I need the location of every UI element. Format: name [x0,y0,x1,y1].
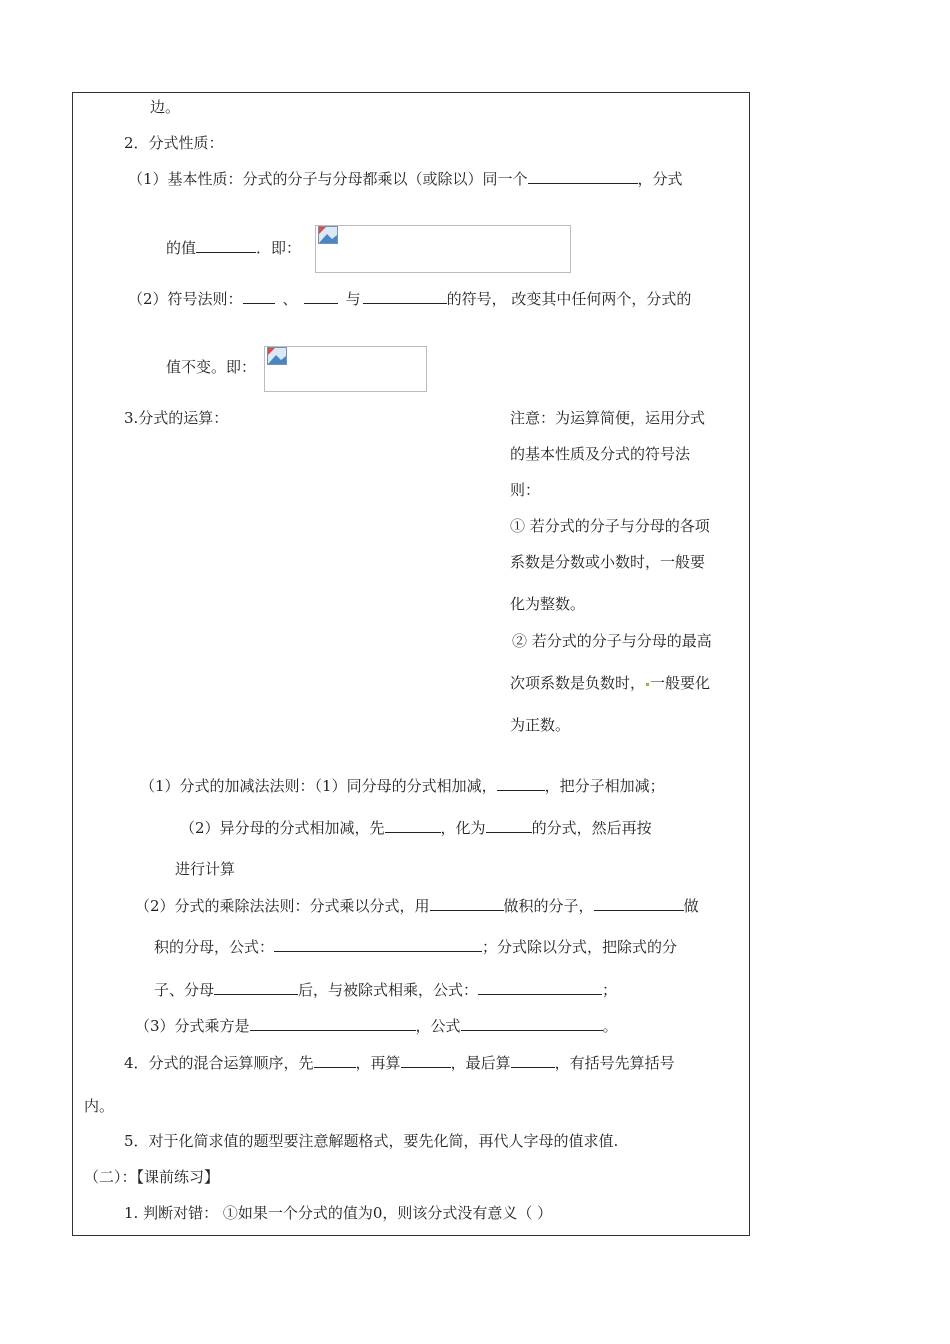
blank-mul-formula[interactable] [274,937,482,952]
blank-add-first[interactable] [385,818,441,833]
power-rule-line: （3）分式乘方是 ，公式 。 [135,1017,618,1035]
blank-sign-3[interactable] [363,289,447,304]
blank-div-swap[interactable] [214,980,298,995]
note-line: 化为整数。 [510,595,586,613]
blank-sign-1[interactable] [243,289,275,304]
broken-image-icon [318,226,338,244]
exercise-1-line: 1. 判断对错： ①如果一个分式的值为0，则该分式没有意义（ ） [124,1204,553,1222]
blank-value-unchanged[interactable] [196,238,256,253]
broken-image-icon [267,347,287,365]
sign-rule-line-2: 值不变。即： [166,358,257,376]
blank-order-second[interactable] [401,1053,451,1068]
blank-same-factor[interactable] [528,169,638,184]
property-basic-line: （1）基本性质：分式的分子与分母都乘以（或除以）同一个 ，分式 [128,170,683,188]
blank-sign-2[interactable] [304,289,338,304]
formula-image-sign [264,346,427,392]
blank-order-last[interactable] [511,1053,555,1068]
mul-rule-line: （2）分式的乘除法法则：分式乘以分式，用 做积的分子， 做 [135,897,699,915]
note-line: 为正数。 [510,716,571,734]
note-line: 注意：为运算简便，运用分式 [510,409,706,427]
note-line: ② 若分式的分子与分母的最高 [512,632,712,650]
section-4-line: 4．分式的混合运算顺序，先 ，再算 ，最后算 ，有括号先算括号 [124,1054,675,1072]
mark-dot [646,683,649,686]
blank-mul-denominator[interactable] [594,896,684,911]
section-4-line-2: 内。 [84,1097,115,1115]
blank-div-formula[interactable] [478,980,602,995]
note-line: 则： [510,481,541,499]
blank-power-formula[interactable] [461,1016,603,1031]
exercise-heading: （二）：【课前练习】 [84,1168,220,1186]
blank-mul-numerator[interactable] [430,896,504,911]
blank-add-common[interactable] [486,818,532,833]
blank-order-first[interactable] [314,1053,356,1068]
section-2-title: 2．分式性质： [124,134,224,152]
add-rule-line-3: 进行计算 [175,860,236,878]
line-bian: 边。 [150,98,181,116]
blank-add-same[interactable] [497,776,545,791]
formula-image-basic [315,225,571,273]
sign-rule-line: （2）符号法则： 、 与 的符号， 改变其中任何两个，分式的 [128,290,692,308]
note-line: 系数是分数或小数时，一般要 [510,553,706,571]
blank-power[interactable] [250,1016,416,1031]
mul-rule-line-3: 子、分母 后，与被除式相乘，公式： ； [154,981,618,999]
mul-rule-line-2: 积的分母，公式： ；分式除以分式，把除式的分 [154,938,678,956]
add-rule-line-2: （2）异分母的分式相加减，先 ，化为 的分式，然后再按 [180,819,652,837]
add-rule-line: （1）分式的加减法法则：（1）同分母的分式相加减， ，把分子相加减； [140,777,665,795]
property-basic-line-2: 的值 ．即： [166,239,302,257]
note-line: ① 若分式的分子与分母的各项 [510,517,710,535]
section-3-title: 3.分式的运算： [124,409,229,427]
note-line: 的基本性质及分式的符号法 [510,445,691,463]
note-line: 次项系数是负数时， 一般要化 [510,674,711,692]
section-5-line: 5．对于化简求值的题型要注意解题格式，要先化简，再代人字母的值求值. [124,1132,619,1150]
